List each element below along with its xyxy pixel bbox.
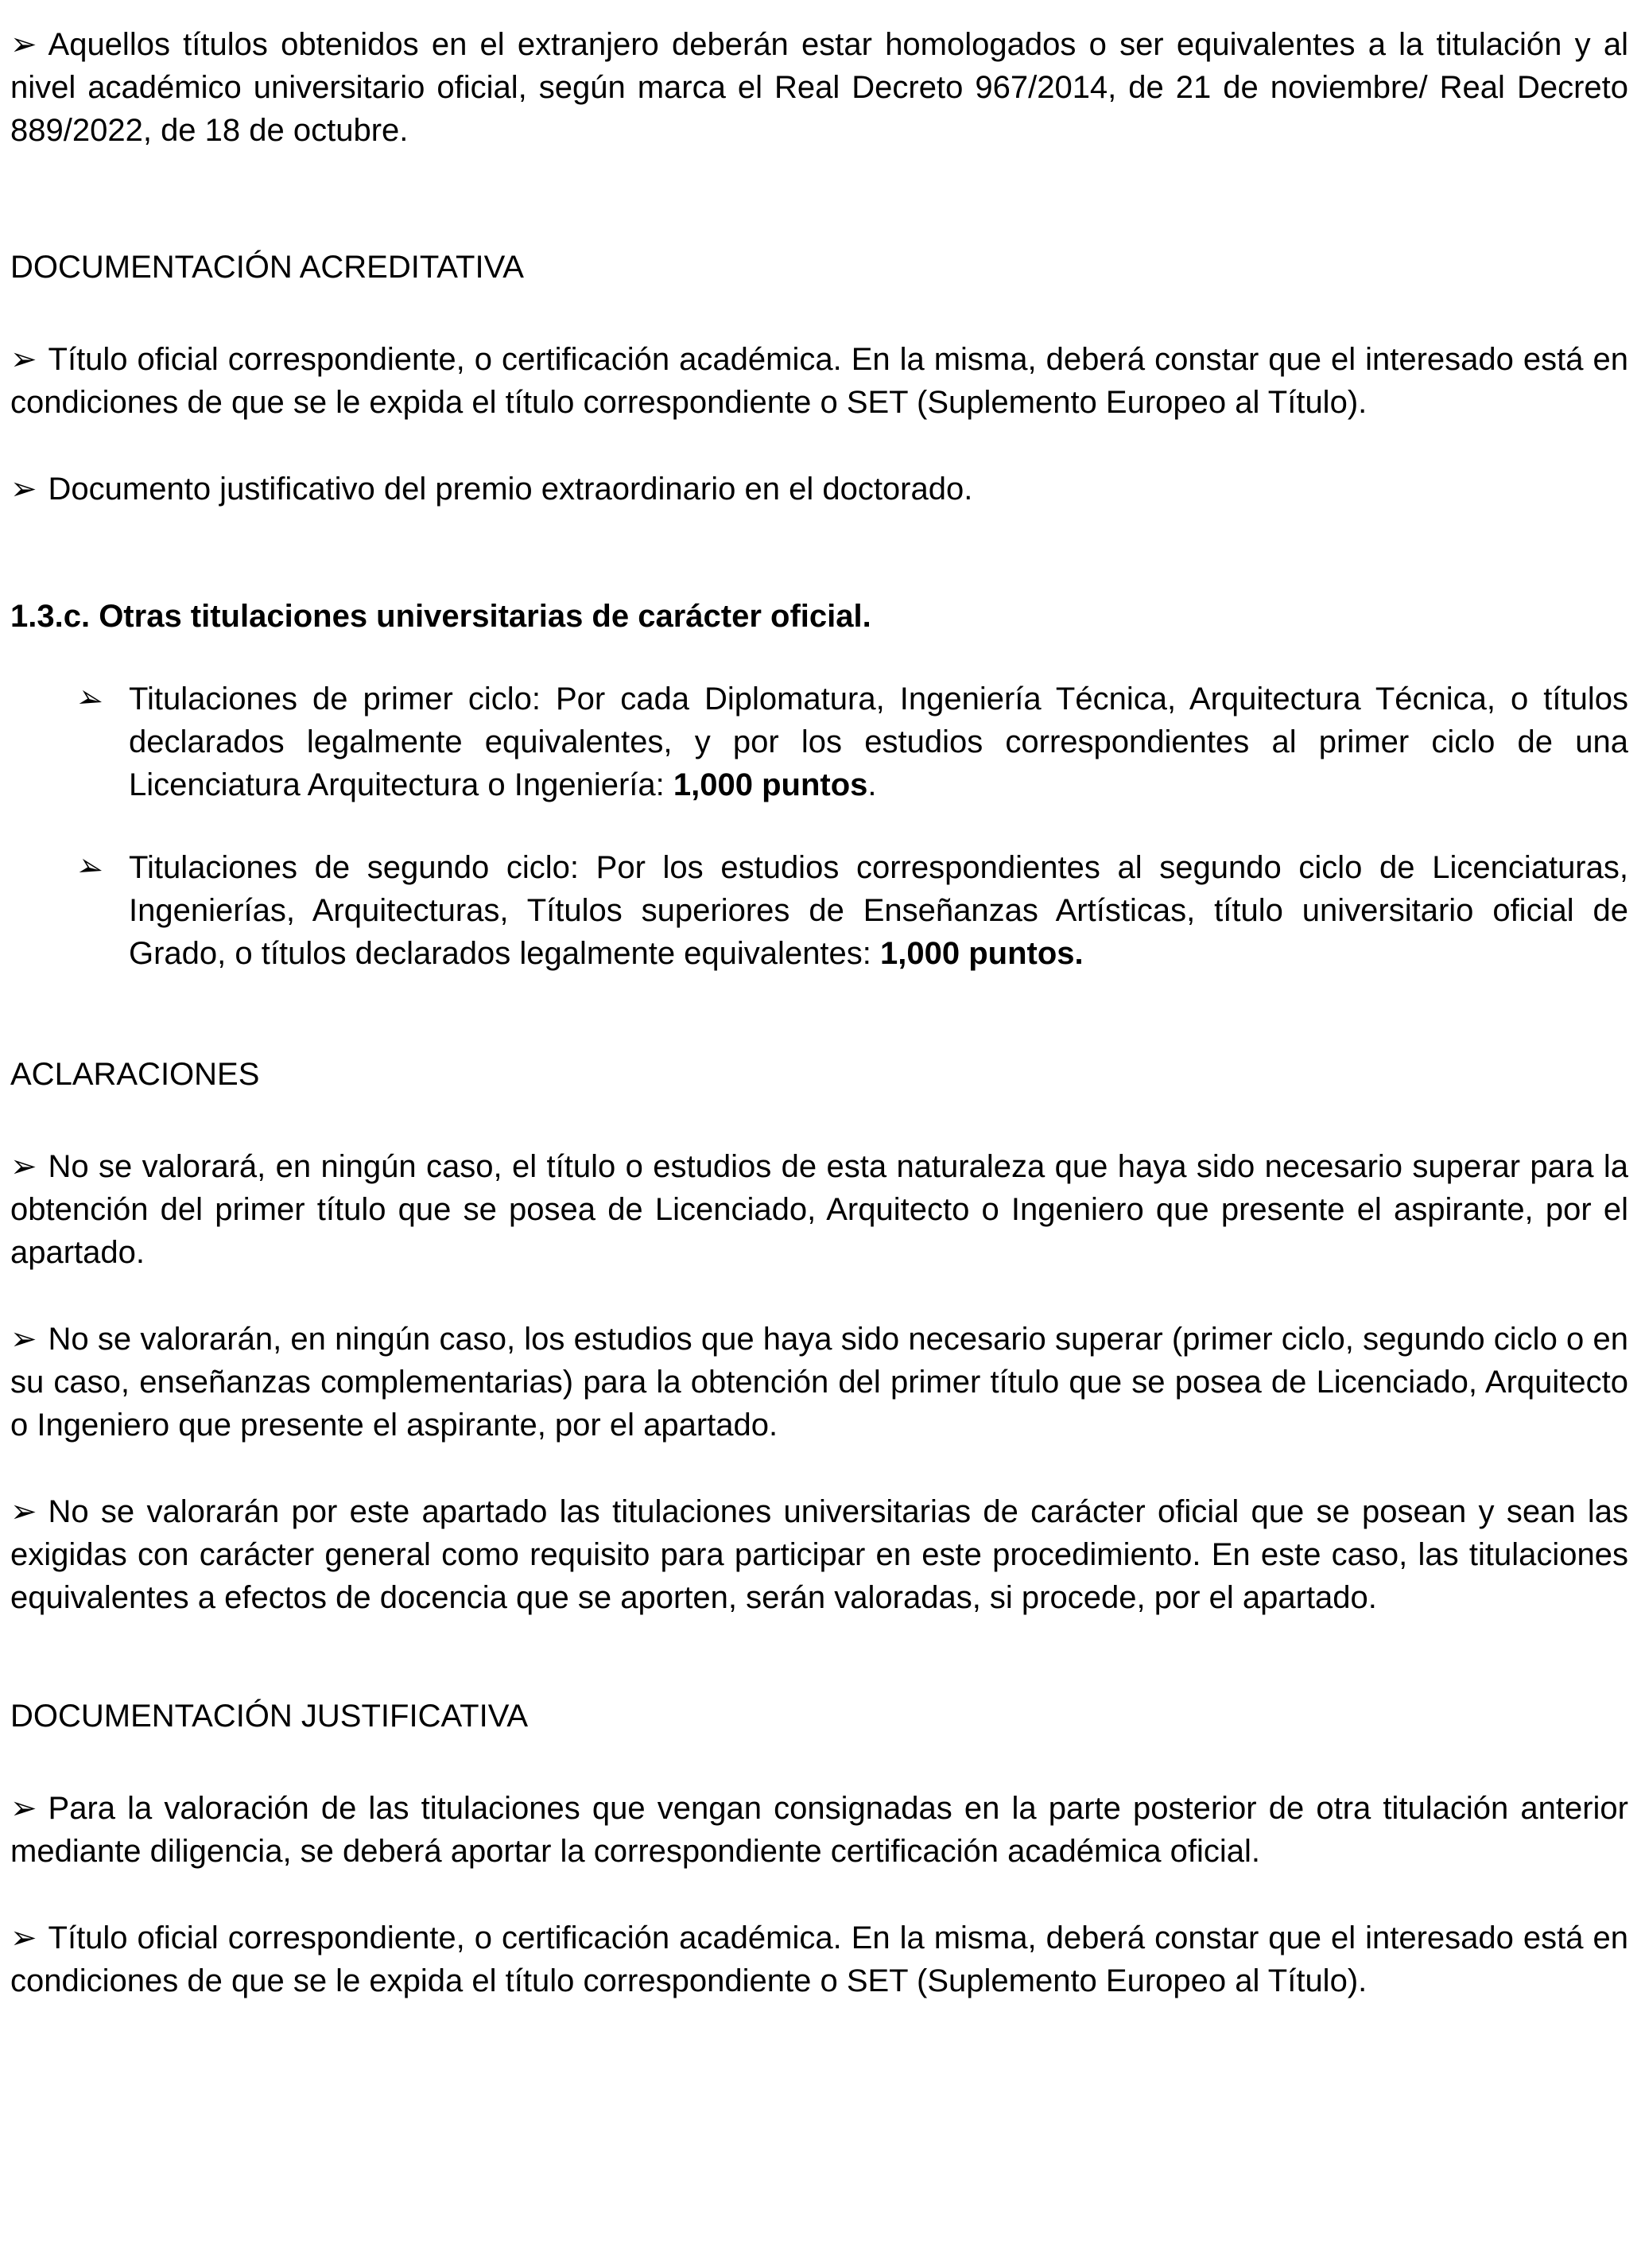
- arrow-bullet-icon: ➢: [10, 1493, 37, 1530]
- paragraph-text: Título oficial correspondiente, o certificación académica. En la misma, deberá constar que el interesado está en condiciones de que se le expida el título correspondiente o SET (Suplemento Europeo al Título).: [10, 1920, 1628, 1998]
- section-heading-acreditativa: DOCUMENTACIÓN ACREDITATIVA: [10, 250, 524, 285]
- paragraph-text: Título oficial correspondiente, o certificación académica. En la misma, deberá constar que el interesado está en condiciones de que se le expida el título correspondiente o SET (Suplemento Europeo al Título).: [10, 342, 1628, 420]
- paragraph-text: No se valorarán por este apartado las titulaciones universitarias de carácter oficial que se posean y sean las exigidas con carácter general como requisito para participar en este procedimiento. En este caso, las titulaciones equivalentes a efectos de docencia que se aporten, serán valoradas, si procede, por el apartado.: [10, 1494, 1628, 1615]
- bullet-paragraph-acreditativa-1: [10, 338, 1628, 424]
- bullet-paragraph-intro: [10, 23, 1628, 152]
- subsection-heading-otras-titulaciones: 1.3.c. Otras titulaciones universitarias de carácter oficial.: [10, 599, 871, 634]
- paragraph-text: Titulaciones de segundo ciclo: Por los estudios correspondientes al segundo ciclo de Licenciaturas, Ingenierías, Arquitecturas, Títulos superiores de Enseñanzas Artísticas, título universitario oficial de Grado, o títulos declarados legalmente equivalentes:: [129, 850, 1628, 971]
- paragraph-text: Aquellos títulos obtenidos en el extranjero deberán estar homologados o ser equivalentes a la titulación y al nivel académico universitario oficial, según marca el Real Decreto 967/2014, de 21 de noviembre/ Real Decreto 889/2022, de 18 de octubre.: [10, 27, 1628, 148]
- arrow-bullet-icon: ➢: [72, 846, 108, 889]
- arrow-bullet-icon: ➢: [10, 1321, 37, 1357]
- sub-bullet-item-primer-ciclo: [10, 678, 1628, 806]
- arrow-bullet-icon: ➢: [10, 26, 37, 63]
- paragraph-text: Titulaciones de primer ciclo: Por cada Diplomatura, Ingeniería Técnica, Arquitectura Técnica, o títulos declarados legalmente equivalentes, y por los estudios correspondientes al primer ciclo de una Licenciatura Arquitectura o Ingeniería:: [129, 682, 1628, 802]
- paragraph-text: Para la valoración de las titulaciones que vengan consignadas en la parte posterior de otra titulación anterior mediante diligencia, se deberá aportar la correspondiente certificación académica oficial.: [10, 1791, 1628, 1869]
- section-heading-justificativa: DOCUMENTACIÓN JUSTIFICATIVA: [10, 1699, 529, 1734]
- paragraph-text: No se valorarán, en ningún caso, los estudios que haya sido necesario superar (primer ciclo, segundo ciclo o en su caso, enseñanzas complementarias) para la obtención del primer título que se posea de Licenciado, Arquitecto o Ingeniero que presente el aspirante, por el apartado.: [10, 1322, 1628, 1443]
- arrow-bullet-icon: ➢: [10, 1148, 37, 1185]
- paragraph-text: No se valorará, en ningún caso, el título o estudios de esta naturaleza que haya sido necesario superar para la obtención del primer título que se posea de Licenciado, Arquitecto o Ingeniero que presente el aspirante, por el apartado.: [10, 1149, 1628, 1270]
- arrow-bullet-icon: ➢: [10, 341, 37, 378]
- points-value: 1,000 puntos: [673, 767, 868, 802]
- paragraph-text-end: .: [867, 767, 877, 802]
- arrow-bullet-icon: ➢: [10, 471, 37, 507]
- points-value: 1,000 puntos.: [880, 936, 1084, 971]
- section-heading-aclaraciones: ACLARACIONES: [10, 1057, 260, 1092]
- arrow-bullet-icon: ➢: [72, 678, 108, 720]
- bullet-paragraph-justificativa-2: [10, 1917, 1628, 2002]
- paragraph-text: Documento justificativo del premio extraordinario en el doctorado.: [48, 472, 973, 507]
- arrow-bullet-icon: ➢: [10, 1790, 37, 1827]
- sub-bullet-item-segundo-ciclo: [10, 846, 1628, 975]
- bullet-paragraph-aclaraciones-3: [10, 1490, 1628, 1619]
- bullet-paragraph-acreditativa-2: [10, 468, 1628, 511]
- bullet-paragraph-aclaraciones-1: [10, 1145, 1628, 1274]
- bullet-paragraph-justificativa-1: [10, 1787, 1628, 1873]
- arrow-bullet-icon: ➢: [10, 1920, 37, 1956]
- bullet-paragraph-aclaraciones-2: [10, 1318, 1628, 1447]
